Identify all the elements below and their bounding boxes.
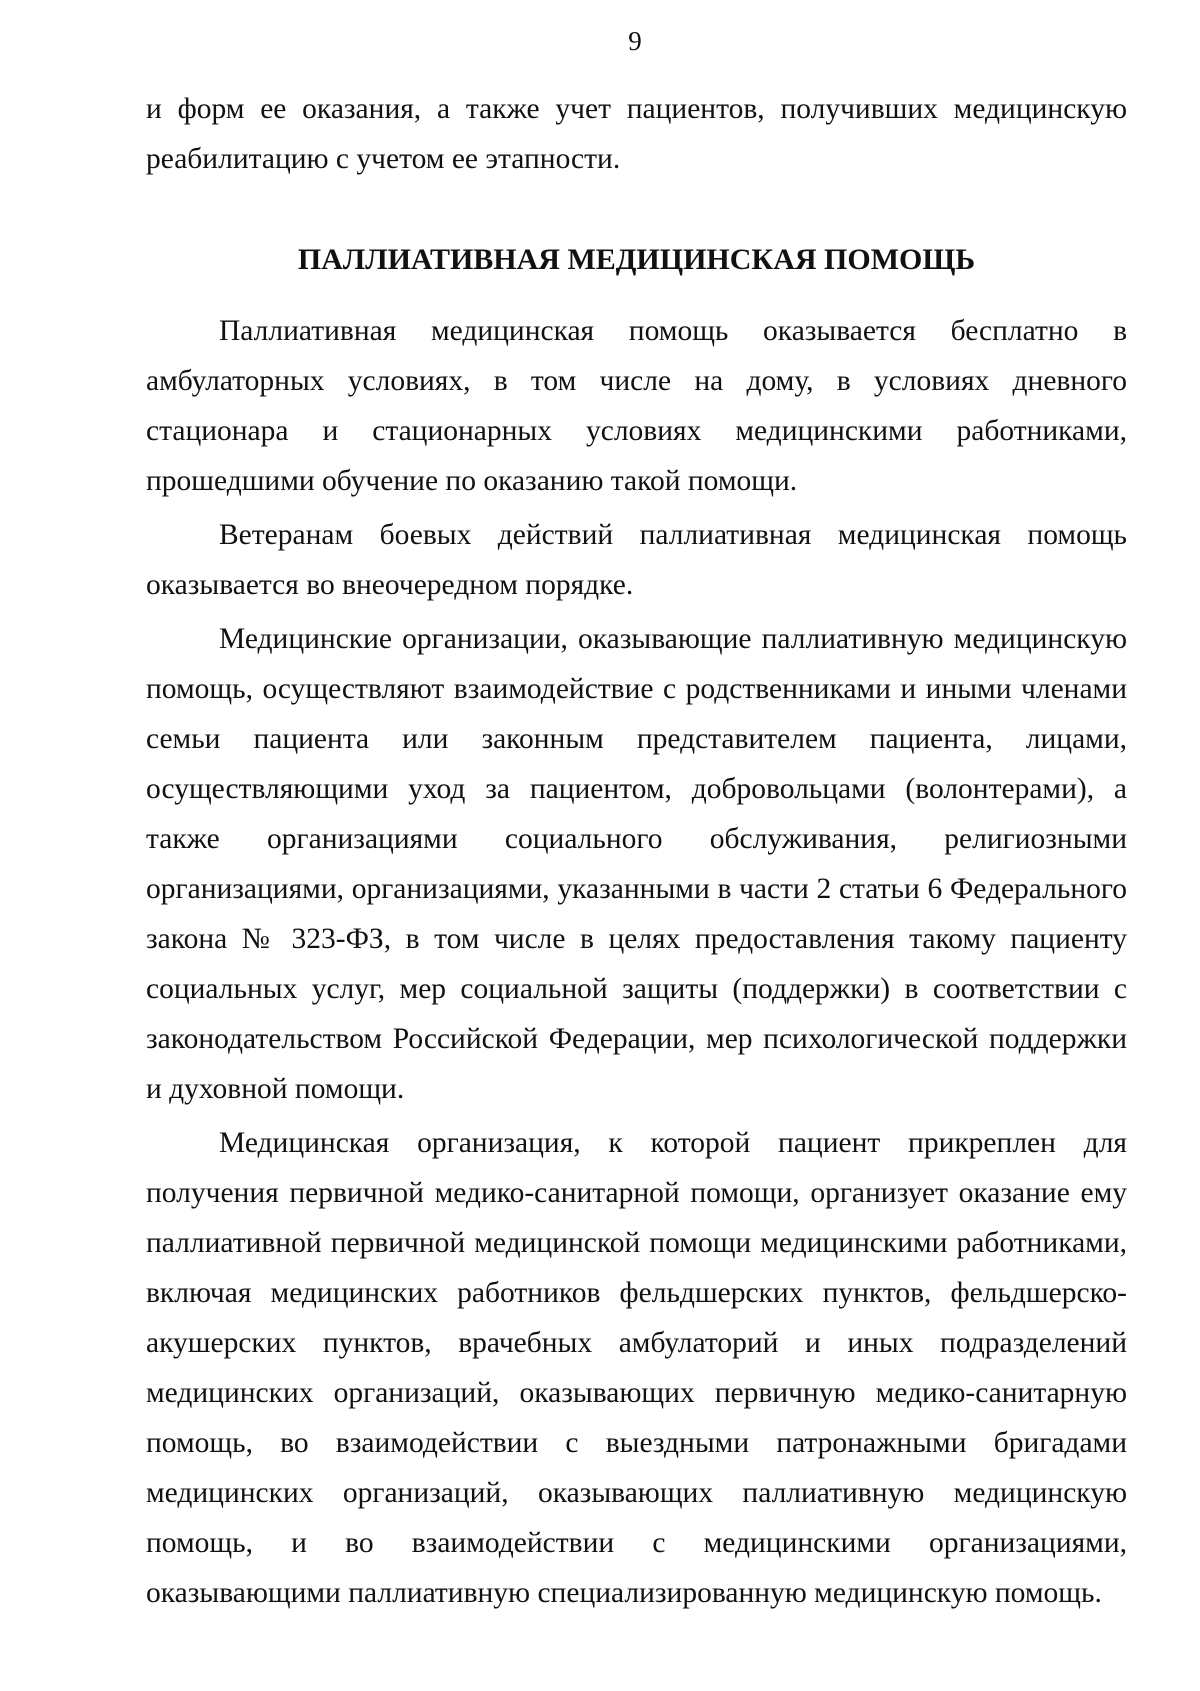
spacer [146,184,1127,240]
paragraph-primary-care-organization: Медицинская организация, к которой пациент прикреплен для получения первичной медико-санитарной помощи, организует оказание ему паллиативной первичной медицинской помощи медицинскими работниками, включая медицинских работников фельдшерских пунктов, фельдшерско-акушерских пунктов, врачебных амбулаторий и иных подразделений медицинских организаций, оказывающих первичную медико-санитарную помощь, во взаимодействии с выездными патронажными бригадами медицинских организаций, оказывающих паллиативную медицинскую помощь, и во взаимодействии с медицинскими организациями, оказывающими паллиативную специализированную медицинскую помощь. [146,1127,1127,1609]
document-body [146,84,1127,1618]
section-heading: ПАЛЛИАТИВНАЯ МЕДИЦИНСКАЯ ПОМОЩЬ [297,243,976,276]
page-number: 9 [628,26,642,56]
paragraph-veterans-priority: Ветеранам боевых действий паллиативная медицинская помощь оказывается во внеочередном порядке. [146,519,1127,601]
spacer [146,280,1127,306]
paragraph-organizations-interaction: Медицинские организации, оказывающие паллиативную медицинскую помощь, осуществляют взаимодействие с родственниками и иными членами семьи пациента или законным представителем пациента, лицами, осуществляющими уход за пациентом, добровольцами (волонтерами), а также организациями социального обслуживания, религиозными организациями, организациями, указанными в части 2 статьи 6 Федерального закона № 323-ФЗ, в том числе в целях предоставления такому пациенту социальных услуг, мер социальной защиты (поддержки) в соответствии с законодательством Российской Федерации, мер психологической поддержки и духовной помощи. [146,623,1127,1105]
paragraph-palliative-care-free: Паллиативная медицинская помощь оказывается бесплатно в амбулаторных условиях, в том числе на дому, в условиях дневного стационара и стационарных условиях медицинскими работниками, прошедшими обучение по оказанию такой помощи. [146,315,1127,497]
continuation-paragraph: и форм ее оказания, а также учет пациентов, получивших медицинскую реабилитацию с учетом ее этапности. [146,93,1127,175]
